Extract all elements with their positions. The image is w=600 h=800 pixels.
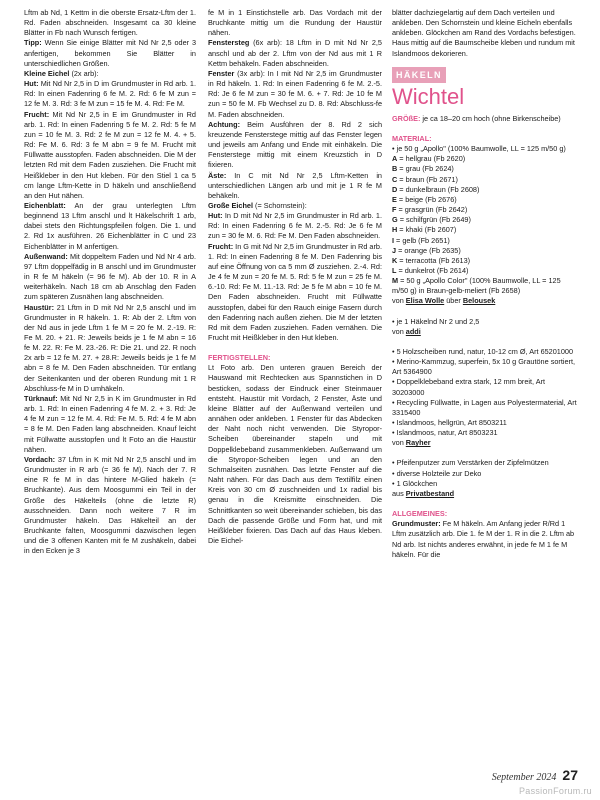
paragraph: Fenster (3x arb): In I mit Nd Nr 2,5 im Grundmuster in Rd häkeln. 1. Rd: In einen Fadenring 6 fe M. 2.-5. Rd: Je 6 fe M zun = 30 fe M. 6. + 7. Rd: Je 10 fe M zun = 50 fe M. Fb Wechsel zu D. 8. Rd: Abschluss-fe M. Faden abschneiden. (208, 68, 382, 119)
supplier-line: von Rayher (392, 438, 431, 448)
list-item: L = dunkelrot (Fb 2614) (392, 265, 469, 275)
list-item: C = braun (Fb 2671) (392, 174, 458, 184)
list-item: I = gelb (Fb 2651) (392, 235, 450, 245)
list-item: • Islandmoos, natur, Art 8503231 (392, 428, 498, 438)
paragraph: Außenwand: Mit doppeltem Faden und Nd Nr 4 arb. 97 Lftm doppelfädig in B anschl und im Grundmuster in R fe M häkeln (= 96 fe M). Ab der 10. R in A weiterhäkeln. Nach 18 cm ab Anschlag den Faden zum späteren Zusnähen lang abschneiden. (24, 251, 196, 302)
column-1 (24, 8, 196, 556)
paragraph: Achtung: Beim Ausführen der 8. Rd 2 sich kreuzende Fensterstege mittig auf das Fenster legen und jeweils am Anfang und Ende mit einhäkeln. Die Fensterstege mittig mit einem Kreuzstich in D fixieren. (208, 119, 382, 170)
column-2 (208, 8, 382, 546)
paragraph: Frucht: Mit Nd Nr 2,5 in E im Grundmuster in Rd arb. 1. Rd: In einen Fadenring 5 fe M. 2. Rd: 5 fe M zun = 10 fe M. 3. Rd: 2 fe M zun = 12 fe M. 4. + 5. Rd: Fe M. 6. Rd: 3 fe M abn = 9 fe M. Frucht mit Füllwatte ausstopfen. Faden abschneiden. Die M der letzten Rd mit dem Faden zusziehen. Die Frucht mit Heißkleber in den Hut kleben. Für den Stiel 1 ca 5 cm lange Lftm-Kette in D häkeln und anschließend an den Hut nähen. (24, 109, 196, 200)
list-item: B = grau (Fb 2624) (392, 164, 454, 174)
supplier-name: addi (405, 326, 421, 336)
list-item: • diverse Holzteile zur Deko (392, 468, 482, 478)
page-number: 27 (562, 767, 578, 783)
list-item: • je 1 Häkelnd Nr 2 und 2,5 (392, 316, 480, 326)
paragraph: Haustür: 21 Lftm in D mit Nd Nr 2,5 anschl und im Grundmuster in R häkeln. 1. R: Ab der 2. Lftm von der Nd aus in jede Lftm 1 fe M = 20 fe M. 2.-19. R: Fe M. 20. + 21. R: Jeweils beids je 1 fe M abn = 16 fe M. 22. R: Fe M. 23.-26. R: Die 21. und 22. R noch 2x arb = 12 fe M. 27. + 28.R: Jeweils beids je 1 fe M abn = 8 fe M. Den Faden abschneiden. Tür entlang der Seitenkanten und der oberen Rundung mit 1 R Abschluss-fe M in D umhäkeln. (24, 302, 196, 393)
paragraph: Frucht: In G mit Nd Nr 2,5 im Grundmuster in Rd arb. 1. Rd: In einen Fadenring 8 fe M. Den Fadenring bis auf eine Öffnung von ca 5 mm Ø zusziehen. 2.-4. Rd: Je 4 fe M zun = 20 fe M. 5. Rd: 5 fe M zun = 25 fe M. 6.-10. Rd: Fe M. 11.-13. Rd: Je 5 fe M abn = 10 fe M. Den Faden abschneiden. Frucht mit Füllwatte ausstopfen, dabei für den Rauch einige Fasern durch den Fadenring nach außen ziehen. Die M der letzten Rd mit dem Faden zusziehen. Faden vernähen. Die Frucht mit Heißkleber in den Hut kleben. (208, 241, 382, 342)
page-footer (492, 767, 578, 783)
list-item: • Recycling Füllwatte, in Lagen aus Polyestermaterial, Art 3315400 (392, 397, 577, 417)
category-tag: HÄKELN (392, 67, 446, 83)
list-item: • Merino-Kammzug, superfein, 5x 10 g Grautöne sortiert, Art 5364900 (392, 357, 576, 377)
list-item: J = orange (Fb 2635) (392, 245, 461, 255)
list-item: D = dunkelbraun (Fb 2608) (392, 184, 480, 194)
list-item: F = grasgrün (Fb 2642) (392, 205, 468, 215)
watermark: PassionForum.ru (518, 786, 592, 796)
list-item: • 5 Holzscheiben rund, natur, 10-12 cm Ø, Art 65201000 (392, 346, 574, 356)
list-item: G = schilfgrün (Fb 2649) (392, 215, 471, 225)
supplier-name: Elisa Wolle (405, 296, 445, 306)
paragraph: fe M in 1 Einstichstelle arb. Das Vordach mit der Bruchkante mittig um die Rundung der Haustür nähen. (208, 8, 382, 38)
paragraph: Grundmuster: Fe M häkeln. Am Anfang jeder R/Rd 1 Lftm zusätzlich arb. Die 1. fe M der 1. R in die 2. Lftm ab Nd arb. Ist nichts anderes erwähnt, in jede fe M 1 fe M häkeln. Für die (392, 519, 575, 559)
supplier-name: Belousek (462, 296, 496, 306)
supplier-line: von addi (392, 326, 421, 336)
section-heading: Große Eichel (= Schornstein): (208, 200, 307, 210)
section-heading: Kleine Eichel (2x arb): (24, 68, 99, 78)
paragraph: Türknauf: Mit Nd Nr 2,5 in K im Grundmuster in Rd arb. 1. Rd: In einen Fadenring 4 fe M. 2. + 3. Rd: Je 4 fe M zun = 12 fe M. 4. Rd: Fe M. 5. Rd: 4 fe M abn = 8 fe M. Den Faden lang abschneiden. Knauf leicht mit Füllwatte ausstopfen und lt Foto an die Haustür nähen. (24, 393, 196, 454)
color-list (392, 154, 578, 296)
paragraph: Fenstersteg (6x arb): 18 Lftm in D mit Nd Nr 2,5 anschl und ab der 2. Lftm von der Nd aus mit 1 R Kettm behäkeln. Faden abschneiden. (208, 38, 382, 68)
supplier-line: aus Privatbestand (392, 488, 455, 498)
paragraph: Vordach: 37 Lftm in K mit Nd Nr 2,5 anschl und im Grundmuster in R arb (= 36 fe M). Nach der 7. R eine R fe M in das hintere M-Glied häkeln (= Bruchkante). Aus dem Moosgummi ein Teil in der Größe des Häkelteils (ohne die letzte R) ausschneiden. Dann noch weitere 7 R im Grundmuster häkeln. Das Häkelteil an der Bruchkante falten, Moosgummi dazwischen legen und die 3 offenen Kanten mit fe M zushäkeln, dabei in den Ecken je 3 (24, 454, 196, 556)
pattern-title: Wichtel (392, 83, 465, 109)
section-heading: ALLGEMEINES: (392, 509, 448, 519)
list-item: A = hellgrau (Fb 2620) (392, 154, 466, 164)
list-item: • Islandmoos, hellgrün, Art 8503211 (392, 418, 507, 427)
list-item: K = terracotta (Fb 2613) (392, 255, 471, 265)
list-item: H = khaki (Fb 2607) (392, 225, 457, 235)
issue-date: September 2024 (491, 772, 557, 783)
list-item: • je 50 g „Apollo" (100% Baumwolle, LL = 125 m/50 g) (392, 144, 566, 154)
paragraph: Tipp: Wenn Sie einige Blätter mit Nd Nr 2,5 oder 3 anfertigen, bekommen Sie Blätter in unterschiedlichen Größen. (24, 38, 196, 68)
paragraph: Lftm ab Nd, 1 Kettm in die oberste Ersatz-Lftm der 1. Rd. Faden abschneiden. Insgesamt ca 30 kleine Blätter in Fb nach Wunsch fertigen. (24, 8, 196, 38)
section-heading: FERTIGSTELLEN: (208, 353, 271, 363)
list-item: • Doppelklebeband extra stark, 12 mm breit, Art 30203000 (392, 377, 546, 397)
materials-list (392, 347, 578, 438)
paragraph: Lt Foto arb. Den unteren grauen Bereich der Hauswand mit Rechtecken aus Spannstichen in D besticken, sodass der Eindruck einer Steinmauer entsteht. Haustür mit Vordach, 2 Fenster, Äste und kleine Blätter auf der Außenwand verteilen und annähen oder ankleben. 1 Fenster für das Abdecken der Naht noch nicht verwenden. Die Styropor-Scheiben übereinander stapeln und mit Doppelklebeband zusammenkleben. Außenwand um die Styropor-Scheiben legen und an den Schmalseiten zusnähen. Das letzte Fenster auf die Naht nähen. Für das Dach aus dem Textilfilz einen Kreis von 30 cm Ø zuschneiden und 1x radial bis genau in die Kreismitte einschneiden. Die Schnittkanten so weit übereinander schieben, bis das Dach die passende Größe und Form hat, und mit Heißkleber fixieren. Das Dach auf das Haus kleben. Die Eichel- (208, 363, 382, 545)
list-item: E = beige (Fb 2676) (392, 194, 457, 204)
supplier-name: Privatbestand (405, 488, 455, 498)
list-item: M = 50 g „Apollo Color" (100% Baumwolle, LL = 125 m/50 g) in Braun-gelb-meliert (Fb 2658) (392, 276, 561, 296)
size-info: GRÖßE: je ca 18–20 cm hoch (ohne Birkenscheibe) (392, 113, 561, 123)
column-3 (392, 8, 578, 560)
paragraph: Äste: In C mit Nd Nr 2,5 Lftm-Ketten in unterschiedlichen Längen arb und mit je 1 R fe M behäkeln. (208, 170, 382, 200)
materials-list (392, 458, 578, 488)
list-item: • Pfeifenputzer zum Verstärken der Zipfelmützen (392, 458, 549, 468)
supplier-line: von Elisa Wolle über Belousek (392, 296, 496, 306)
list-item: • 1 Glöckchen (392, 478, 438, 488)
paragraph: Hut: Mit Nd Nr 2,5 in D im Grundmuster in Rd arb. 1. Rd: In einen Fadenring 6 fe M. 2. Rd: 6 fe M zun = 12 fe M. 3. Rd: 3 fe M zun = 15 fe M. 4. Rd: Fe M. (24, 79, 196, 109)
section-heading: MATERIAL: (392, 133, 432, 143)
supplier-name: Rayher (405, 438, 431, 448)
paragraph: Hut: In D mit Nd Nr 2,5 im Grundmuster in Rd arb. 1. Rd: In einen Fadenring 6 fe M. 2.-5. Rd: Je 6 fe M zun = 30 fe M. 6. Rd: Fe M. Den Faden abschneiden. (208, 211, 382, 241)
paragraph: Eichenblatt: An der grau unterlegten Lftm beginnend 13 Lftm anschl und lt Häkelschrift 1 arb, dabei stets den Richtungspfeilen folgen. Die 1. und 2. Rd 1x ausführen. 26 Eichenblätter in C und 23 Eichenblätter in M anfertigen. (24, 200, 196, 251)
paragraph: blätter dachziegelartig auf dem Dach verteilen und ankleben. Den Schornstein und kleine Eicheln ebenfalls ankleben. Glöckchen am Rand des Vordachs befestigen. Haus mittig auf die Baumscheibe kleben und rundum mit Islandmoos dekorieren. (392, 8, 576, 58)
